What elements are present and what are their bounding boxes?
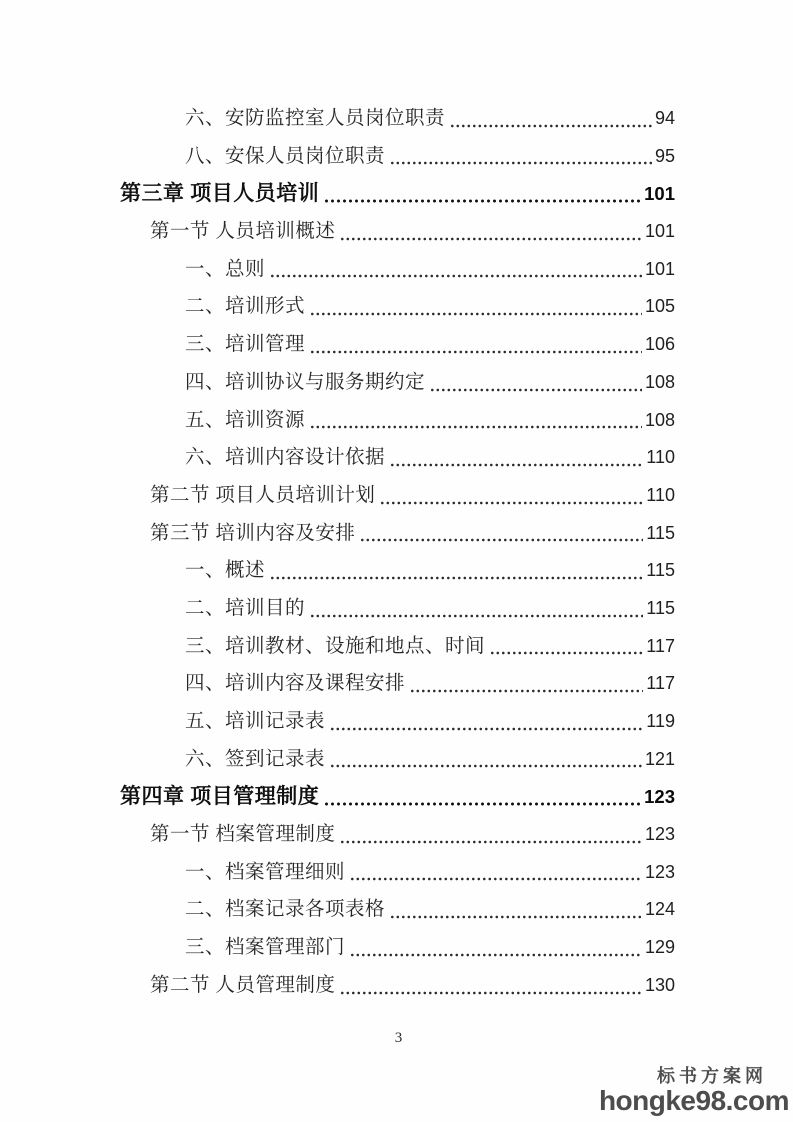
toc-entry-page-number: 121 — [644, 748, 675, 769]
dot-leader — [311, 312, 642, 316]
dot-leader — [361, 538, 643, 542]
toc-entry-label: 二、培训目的 — [185, 597, 306, 619]
toc-entry-page-number: 101 — [644, 258, 675, 279]
toc-entry-label: 四、培训协议与服务期约定 — [185, 371, 426, 393]
dot-leader — [391, 161, 652, 165]
toc-entry-label: 六、培训内容设计依据 — [185, 447, 386, 469]
toc-entry[interactable] — [120, 479, 675, 517]
toc-entry-page-number: 105 — [644, 296, 675, 317]
toc-entry[interactable] — [120, 140, 675, 178]
toc-entry-page-number: 117 — [646, 673, 675, 694]
toc-entry[interactable] — [120, 893, 675, 931]
watermark — [599, 1067, 789, 1115]
toc-entry[interactable] — [120, 969, 675, 1007]
toc-entry-page-number: 123 — [644, 861, 675, 882]
toc-list — [120, 102, 675, 1007]
toc-entry-label: 三、培训管理 — [185, 334, 306, 356]
toc-entry-label: 三、培训教材、设施和地点、时间 — [185, 635, 486, 657]
dot-leader — [351, 877, 642, 881]
watermark-site-url: hongke98.com — [598, 1084, 789, 1116]
dot-leader — [331, 764, 642, 768]
toc-entry-page-number: 95 — [654, 145, 675, 166]
toc-entry[interactable] — [120, 102, 675, 140]
toc-entry-label: 一、档案管理细则 — [185, 861, 346, 883]
toc-entry-page-number: 110 — [646, 484, 675, 505]
toc-entry[interactable] — [120, 290, 675, 328]
toc-entry-page-number: 115 — [646, 522, 675, 543]
toc-entry-label: 二、档案记录各项表格 — [185, 899, 386, 921]
toc-entry-page-number: 115 — [646, 597, 675, 618]
toc-entry-page-number: 123 — [644, 824, 675, 845]
toc-entry[interactable] — [120, 253, 675, 291]
toc-entry-page-number: 115 — [646, 560, 675, 581]
toc-entry-label: 三、档案管理部门 — [185, 937, 346, 959]
dot-leader — [311, 350, 642, 354]
dot-leader — [325, 802, 641, 806]
dot-leader — [491, 651, 643, 655]
toc-entry[interactable] — [120, 743, 675, 781]
dot-leader — [271, 576, 643, 580]
dot-leader — [271, 274, 642, 278]
toc-entry[interactable] — [120, 328, 675, 366]
toc-entry[interactable] — [120, 177, 675, 215]
toc-entry[interactable] — [120, 705, 675, 743]
toc-entry-label: 八、安保人员岗位职责 — [185, 145, 386, 167]
toc-entry-label: 一、概述 — [185, 560, 266, 582]
watermark-site-name: 标书方案网 — [657, 1065, 767, 1086]
toc-entry-label: 五、培训记录表 — [185, 711, 326, 732]
dot-leader — [311, 425, 642, 429]
toc-entry-page-number: 110 — [646, 447, 675, 468]
toc-entry[interactable] — [120, 931, 675, 969]
toc-entry[interactable] — [120, 517, 675, 555]
toc-entry-label: 第一节 人员培训概述 — [150, 221, 336, 243]
dot-leader — [325, 199, 641, 203]
dot-leader — [391, 915, 642, 919]
dot-leader — [391, 463, 643, 467]
toc-entry[interactable] — [120, 780, 675, 818]
toc-entry-page-number: 108 — [644, 409, 675, 430]
toc-entry-page-number: 94 — [654, 108, 675, 128]
toc-entry[interactable] — [120, 818, 675, 856]
dot-leader — [411, 689, 643, 693]
toc-entry-label: 一、总则 — [185, 258, 266, 280]
toc-entry-label: 第三节 培训内容及安排 — [150, 522, 356, 544]
toc-entry-label: 五、培训资源 — [185, 409, 306, 431]
dot-leader — [341, 991, 642, 995]
dot-leader — [431, 388, 642, 392]
dot-leader — [331, 727, 643, 731]
toc-entry-label: 第三章 项目人员培训 — [120, 181, 320, 206]
dot-leader — [381, 501, 643, 505]
toc-entry-page-number: 117 — [646, 635, 675, 656]
toc-entry[interactable] — [120, 592, 675, 630]
toc-entry-label: 四、培训内容及课程安排 — [185, 673, 406, 695]
toc-entry[interactable] — [120, 630, 675, 668]
dot-leader — [351, 953, 642, 957]
toc-entry-page-number: 130 — [644, 974, 675, 995]
toc-entry[interactable] — [120, 856, 675, 894]
toc-entry-page-number: 119 — [646, 711, 675, 731]
toc-entry[interactable] — [120, 554, 675, 592]
toc-entry-label: 六、签到记录表 — [185, 748, 326, 770]
toc-entry-page-number: 106 — [644, 334, 675, 355]
toc-entry[interactable] — [120, 366, 675, 404]
toc-entry-page-number: 108 — [644, 371, 675, 392]
dot-leader — [311, 614, 643, 618]
toc-entry-page-number: 101 — [644, 183, 675, 205]
toc-entry[interactable] — [120, 667, 675, 705]
dot-leader — [341, 840, 642, 844]
toc-entry[interactable] — [120, 441, 675, 479]
toc-entry-label: 第二节 人员管理制度 — [150, 974, 336, 996]
toc-entry-page-number: 129 — [644, 937, 675, 958]
dot-leader — [451, 124, 652, 128]
toc-entry-page-number: 123 — [644, 786, 675, 808]
toc-entry-page-number: 101 — [644, 221, 675, 242]
toc-entry-label: 六、安防监控室人员岗位职责 — [185, 108, 446, 129]
toc-entry[interactable] — [120, 404, 675, 442]
toc-entry[interactable] — [120, 215, 675, 253]
toc-entry-label: 第一节 档案管理制度 — [150, 824, 336, 846]
page-number: 3 — [394, 1030, 403, 1046]
dot-leader — [341, 237, 642, 241]
toc-entry-page-number: 124 — [644, 899, 675, 920]
toc-entry-label: 第二节 项目人员培训计划 — [150, 484, 376, 506]
toc-entry-label: 二、培训形式 — [185, 296, 306, 318]
toc-entry-label: 第四章 项目管理制度 — [120, 784, 320, 809]
